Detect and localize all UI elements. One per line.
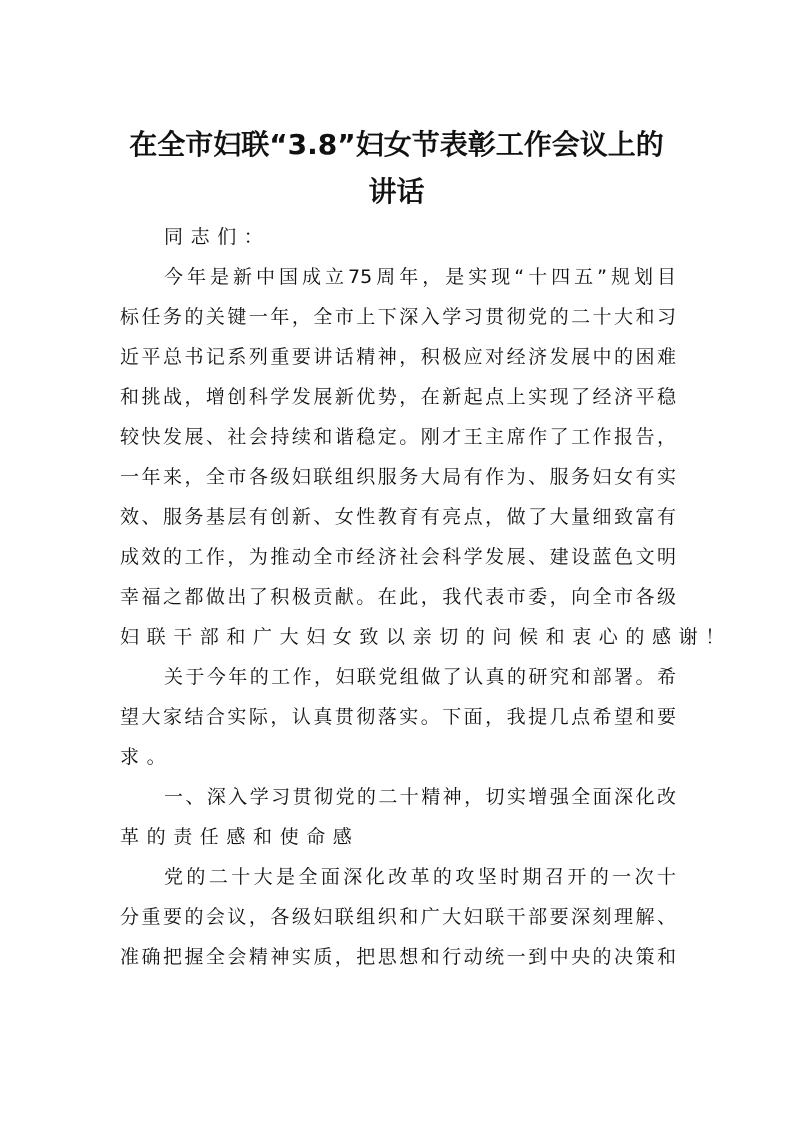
- text-line: 分重要的会议，各级妇联组织和广大妇联干部要深刻理解、: [120, 906, 676, 928]
- paragraph: [120, 217, 676, 257]
- paragraph: [120, 777, 676, 857]
- text-line: 标任务的关键一年，全市上下深入学习贯彻党的二十大和习: [120, 306, 676, 328]
- paragraph: [120, 857, 676, 977]
- paragraph: [120, 257, 732, 657]
- text-line: 关于今年的工作，妇联党组做了认真的研究和部署。希: [164, 666, 676, 688]
- text-line: 革的责任感和使命感: [120, 826, 360, 848]
- text-line: 一、深入学习贯彻党的二十精神，切实增强全面深化改: [164, 786, 676, 808]
- text-line: 幸福之都做出了积极贡献。在此，我代表市委，向全市各级: [120, 586, 676, 608]
- text-line: 党的二十大是全面深化改革的攻坚时期召开的一次十: [164, 866, 676, 888]
- text-line: 准确把握全会精神实质，把思想和行动统一到中央的决策和: [120, 946, 676, 968]
- document-title-line-2: 讲话: [368, 175, 425, 208]
- text-line: 同志们：: [164, 226, 271, 248]
- text-line: 今年是新中国成立75周年，是实现“十四五”规划目: [164, 266, 676, 288]
- text-line: 妇联干部和广大妇女致以亲切的问候和衷心的感谢！: [120, 626, 732, 648]
- text-line: 成效的工作，为推动全市经济社会科学发展、建设蓝色文明: [120, 546, 676, 568]
- document-body: [120, 217, 732, 977]
- text-line: 效、服务基层有创新、女性教育有亮点，做了大量细致富有: [120, 506, 676, 528]
- text-line: 较快发展、社会持续和谐稳定。刚才王主席作了工作报告，: [120, 426, 676, 448]
- paragraph: [120, 657, 676, 777]
- text-line: 求。: [120, 746, 174, 768]
- text-line: 望大家结合实际，认真贯彻落实。下面，我提几点希望和要: [120, 706, 676, 728]
- text-line: 和挑战，增创科学发展新优势，在新起点上实现了经济平稳: [120, 386, 676, 408]
- document-title-line-1: 在全市妇联“3.8”妇女节表彰工作会议上的: [129, 128, 664, 161]
- text-line: 一年来，全市各级妇联组织服务大局有作为、服务妇女有实: [120, 466, 676, 488]
- text-line: 近平总书记系列重要讲话精神，积极应对经济发展中的困难: [120, 346, 676, 368]
